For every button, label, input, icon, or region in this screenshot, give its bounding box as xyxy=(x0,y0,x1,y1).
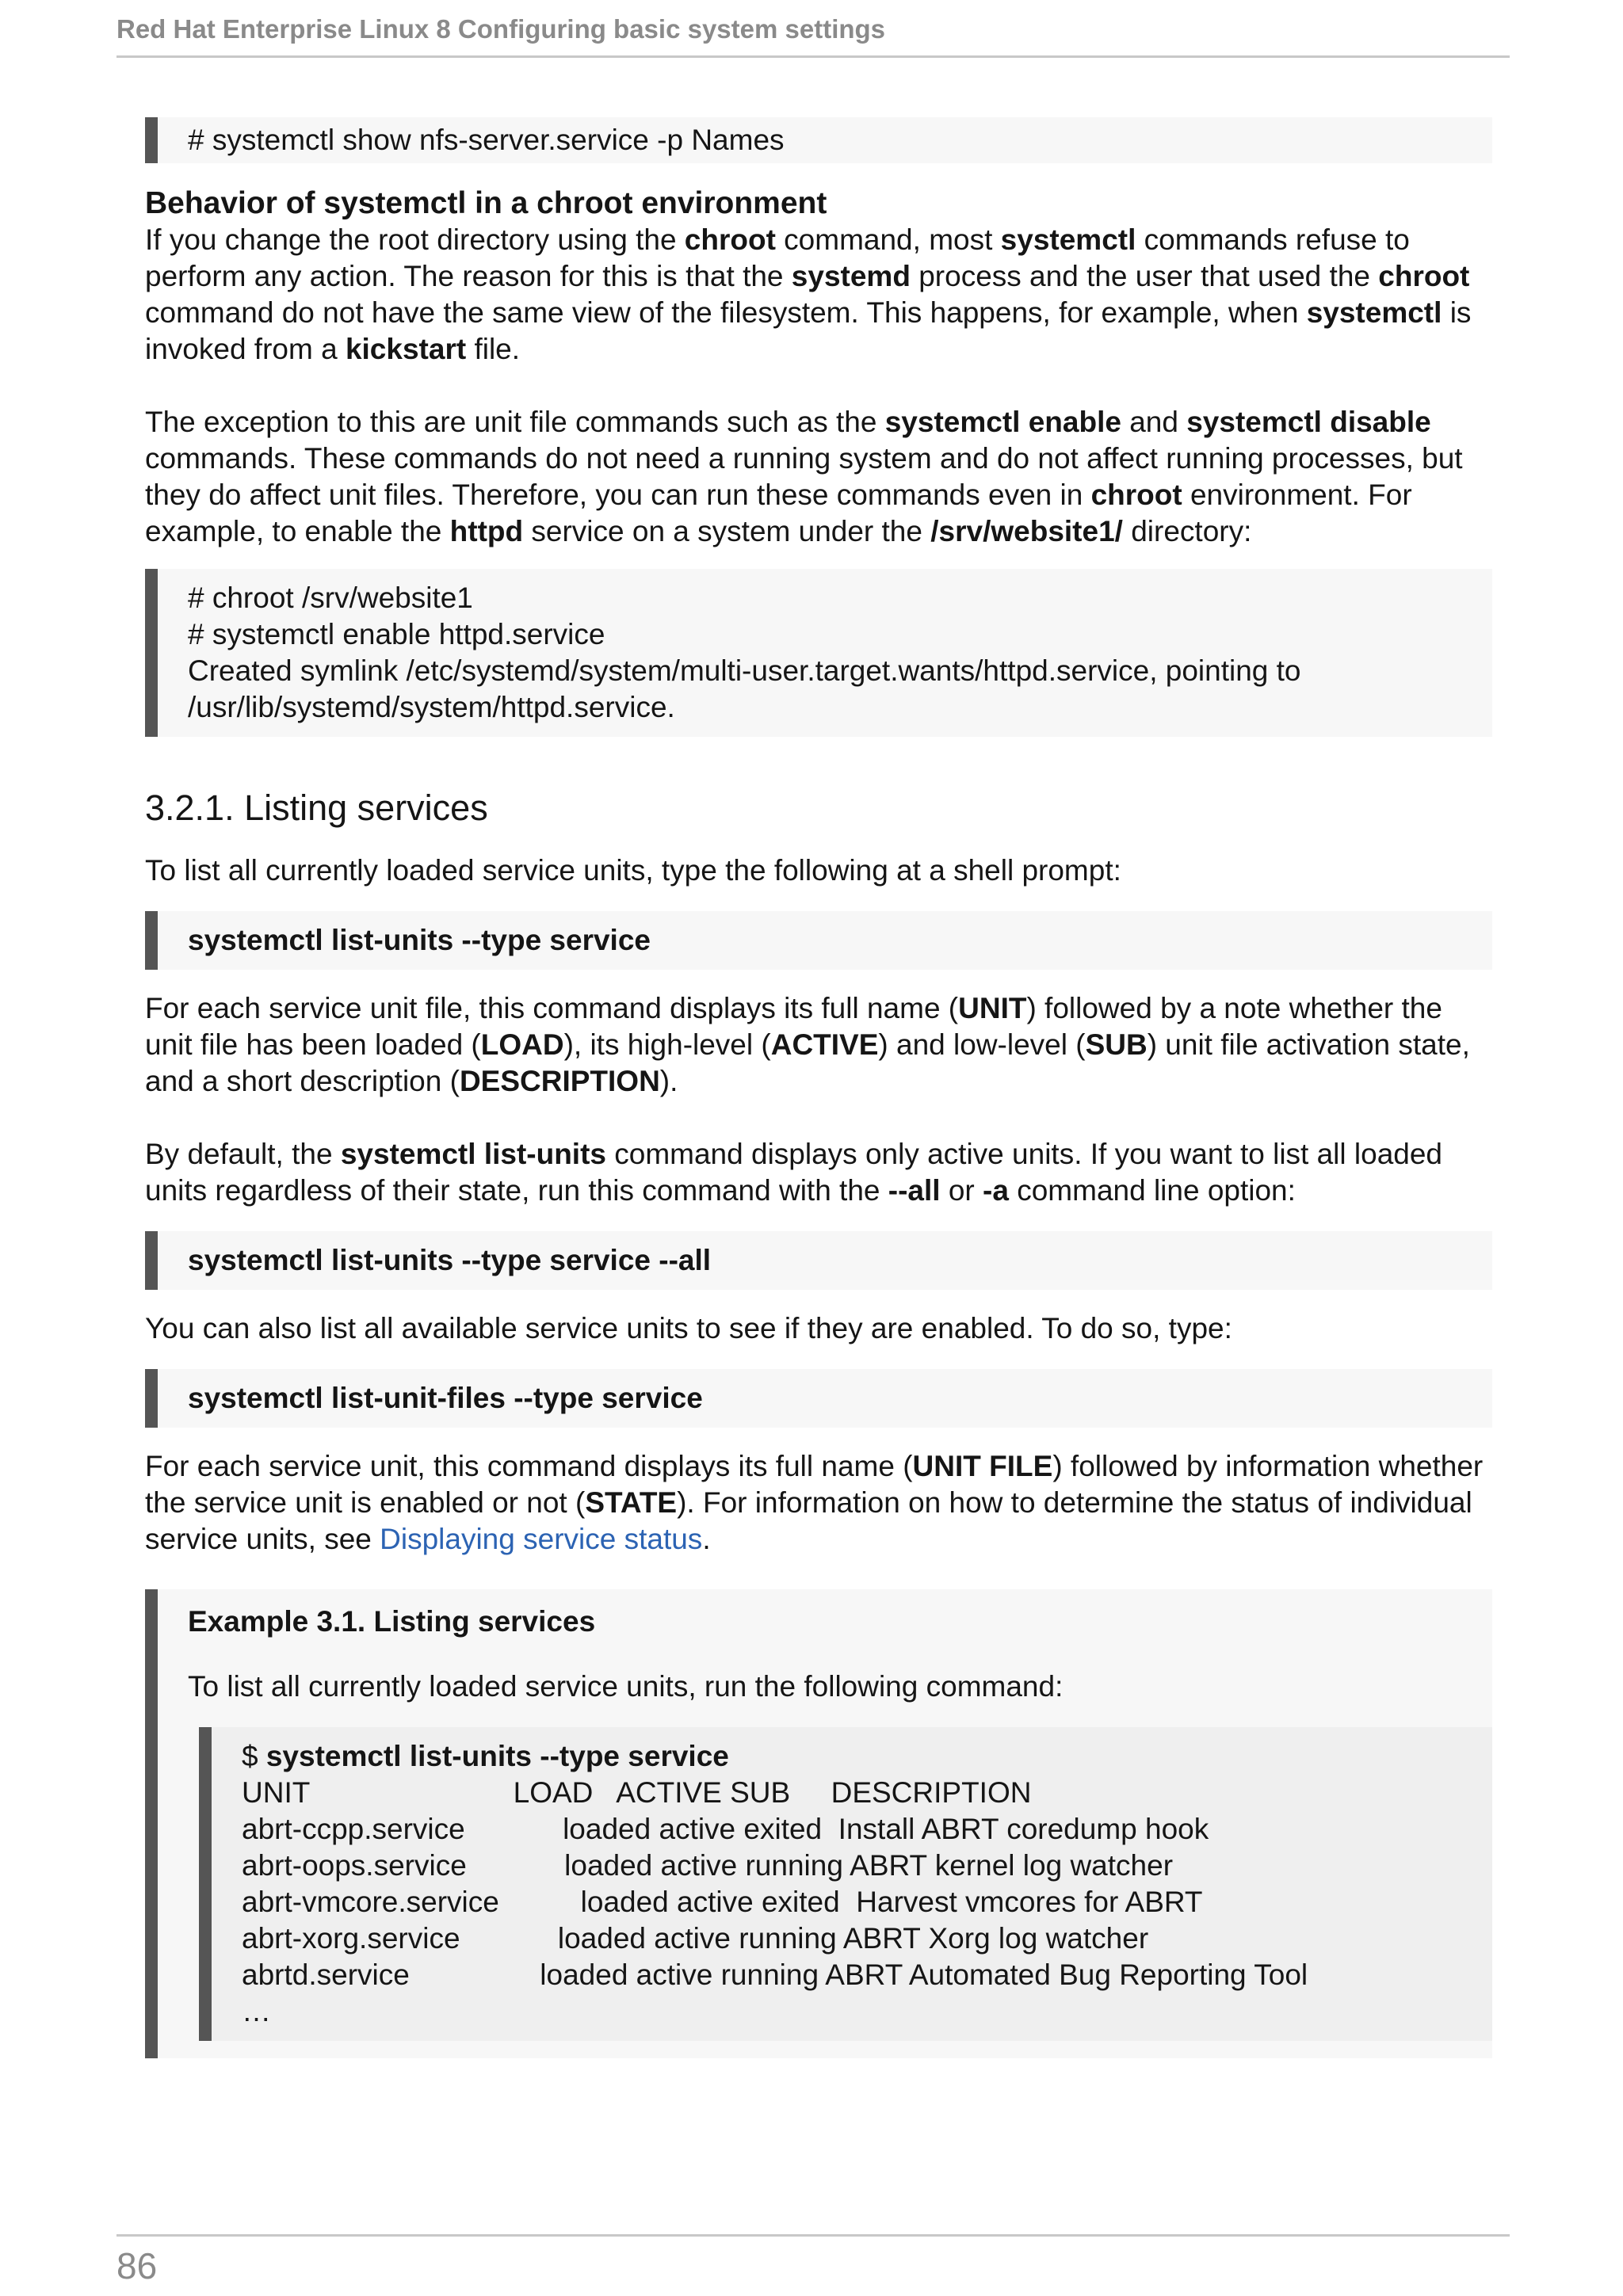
code-block-list-units-all xyxy=(145,1231,1492,1290)
bold-term: UNIT FILE xyxy=(912,1450,1053,1482)
paragraph-default-active xyxy=(145,1136,1492,1209)
text-run: service on a system under the xyxy=(523,515,931,547)
paragraph-listing-intro: To list all currently loaded service units, type the following at a shell prompt: xyxy=(145,854,1121,887)
text-run: command do not have the same view of the filesystem. This happens, for example, when xyxy=(145,296,1307,329)
text-run: directory: xyxy=(1122,515,1252,547)
text-run: The exception to this are unit file commands such as the xyxy=(145,406,885,438)
bold-term: chroot xyxy=(1378,260,1470,292)
page-footer xyxy=(116,2234,1510,2287)
output-line: abrtd.service loaded active running ABRT Automated Bug Reporting Tool xyxy=(242,1958,1308,1991)
heading-chroot-behavior: Behavior of systemctl in a chroot environment xyxy=(145,186,827,220)
code-block-list-units xyxy=(145,911,1492,970)
code-line: # chroot /srv/website1 xyxy=(188,582,473,614)
output-line: … xyxy=(242,1995,271,2027)
output-line: UNIT LOAD ACTIVE SUB DESCRIPTION xyxy=(242,1776,1032,1809)
bold-term: systemd xyxy=(791,260,911,292)
bold-term: systemctl disable xyxy=(1186,406,1431,438)
bold-term: DESCRIPTION xyxy=(459,1065,660,1097)
paragraph-unit-columns xyxy=(145,990,1492,1100)
running-header: Red Hat Enterprise Linux 8 Configuring basic system settings xyxy=(116,14,1510,58)
bold-term: /srv/website1/ xyxy=(930,515,1123,547)
output-line: abrt-vmcore.service loaded active exited Harvest vmcores for ABRT xyxy=(242,1886,1203,1918)
text-run: By default, the xyxy=(145,1138,341,1170)
command-line: systemctl list-units --type service xyxy=(188,924,651,956)
text-run: or xyxy=(940,1174,983,1207)
code-block-list-unit-files xyxy=(145,1369,1492,1428)
paragraph-chroot-2 xyxy=(145,404,1492,550)
bold-term: chroot xyxy=(1090,479,1182,511)
text-run: command, most xyxy=(775,223,1001,256)
text-run: ) and low-level ( xyxy=(878,1028,1086,1061)
text-run: ) unit file activation state, and a short description ( xyxy=(145,1028,1470,1097)
text-run: command displays only active units. If you want to list all loaded units regardless of their state, run this command with the xyxy=(145,1138,1443,1207)
code-block-show-names xyxy=(145,117,1492,163)
text-run: ) followed by a note whether the unit file has been loaded ( xyxy=(145,992,1442,1061)
output-line: abrt-ccpp.service loaded active exited Install ABRT coredump hook xyxy=(242,1813,1209,1845)
text-run: commands refuse to perform any action. The reason for this is that the xyxy=(145,223,1410,292)
bold-term: UNIT xyxy=(958,992,1027,1024)
page-content xyxy=(145,117,1492,2058)
output-line: abrt-xorg.service loaded active running ABRT Xorg log watcher xyxy=(242,1922,1149,1955)
text-run: ) followed by information whether the service unit is enabled or not ( xyxy=(145,1450,1484,1519)
text-run: ), its high-level ( xyxy=(563,1028,771,1061)
code-line: /usr/lib/systemd/system/httpd.service. xyxy=(188,691,675,723)
code-block-chroot xyxy=(145,569,1492,737)
command-line: systemctl list-units --type service --all xyxy=(188,1244,712,1276)
text-run: process and the user that used the xyxy=(910,260,1379,292)
bold-term: httpd xyxy=(449,515,524,547)
bold-term: ACTIVE xyxy=(770,1028,879,1061)
text-run: For each service unit, this command displays its full name ( xyxy=(145,1450,913,1482)
example-listing-services xyxy=(145,1589,1492,2058)
code-line: Created symlink /etc/systemd/system/multi-user.target.wants/httpd.service, pointing to xyxy=(188,654,1301,687)
text-run: commands. These commands do not need a running system and do not affect running processes, but they do affect unit files. Therefore, you can run these commands even in xyxy=(145,442,1463,511)
bold-term: systemctl xyxy=(1000,223,1136,256)
text-run: If you change the root directory using the xyxy=(145,223,685,256)
code-line: # systemctl show nfs-server.service -p Names xyxy=(188,124,785,156)
bold-term: systemctl list-units xyxy=(340,1138,606,1170)
code-line: # systemctl enable httpd.service xyxy=(188,618,605,650)
paragraph-chroot-1 xyxy=(145,222,1492,368)
text-run: is invoked from a xyxy=(145,296,1472,365)
paragraph-list-available: You can also list all available service units to see if they are enabled. To do so, type: xyxy=(145,1312,1232,1344)
example-title: Example 3.1. Listing services xyxy=(188,1605,596,1638)
bold-term: SUB xyxy=(1085,1028,1148,1061)
text-run: For each service unit file, this command displays its full name ( xyxy=(145,992,959,1024)
text-run: . xyxy=(702,1523,711,1555)
text-run: and xyxy=(1121,406,1187,438)
bold-term: kickstart xyxy=(345,333,467,365)
text-run: environment. For example, to enable the xyxy=(145,479,1412,547)
page-number: 86 xyxy=(116,2245,158,2286)
text-run: command line option: xyxy=(1008,1174,1296,1207)
bold-term: systemctl xyxy=(1306,296,1442,329)
link-displaying-service-status[interactable]: Displaying service status xyxy=(380,1523,703,1555)
paragraph-unit-file-state xyxy=(145,1448,1492,1558)
command-line: $ systemctl list-units --type service xyxy=(242,1740,729,1772)
bold-term: STATE xyxy=(585,1486,678,1519)
bold-term: --all xyxy=(888,1174,941,1207)
bold-term: chroot xyxy=(684,223,776,256)
command-line: systemctl list-unit-files --type service xyxy=(188,1382,703,1414)
bold-term: LOAD xyxy=(480,1028,564,1061)
example-code-block xyxy=(199,1727,1492,2041)
example-intro: To list all currently loaded service units, run the following command: xyxy=(188,1670,1064,1703)
bold-term: -a xyxy=(983,1174,1009,1207)
text-run: ). For information on how to determine the status of individual service units, see xyxy=(145,1486,1472,1555)
text-run: file. xyxy=(466,333,521,365)
heading-listing-services: 3.2.1. Listing services xyxy=(145,788,488,828)
text-run: ). xyxy=(659,1065,678,1097)
bold-term: systemctl enable xyxy=(884,406,1121,438)
output-line: abrt-oops.service loaded active running ABRT kernel log watcher xyxy=(242,1849,1174,1882)
